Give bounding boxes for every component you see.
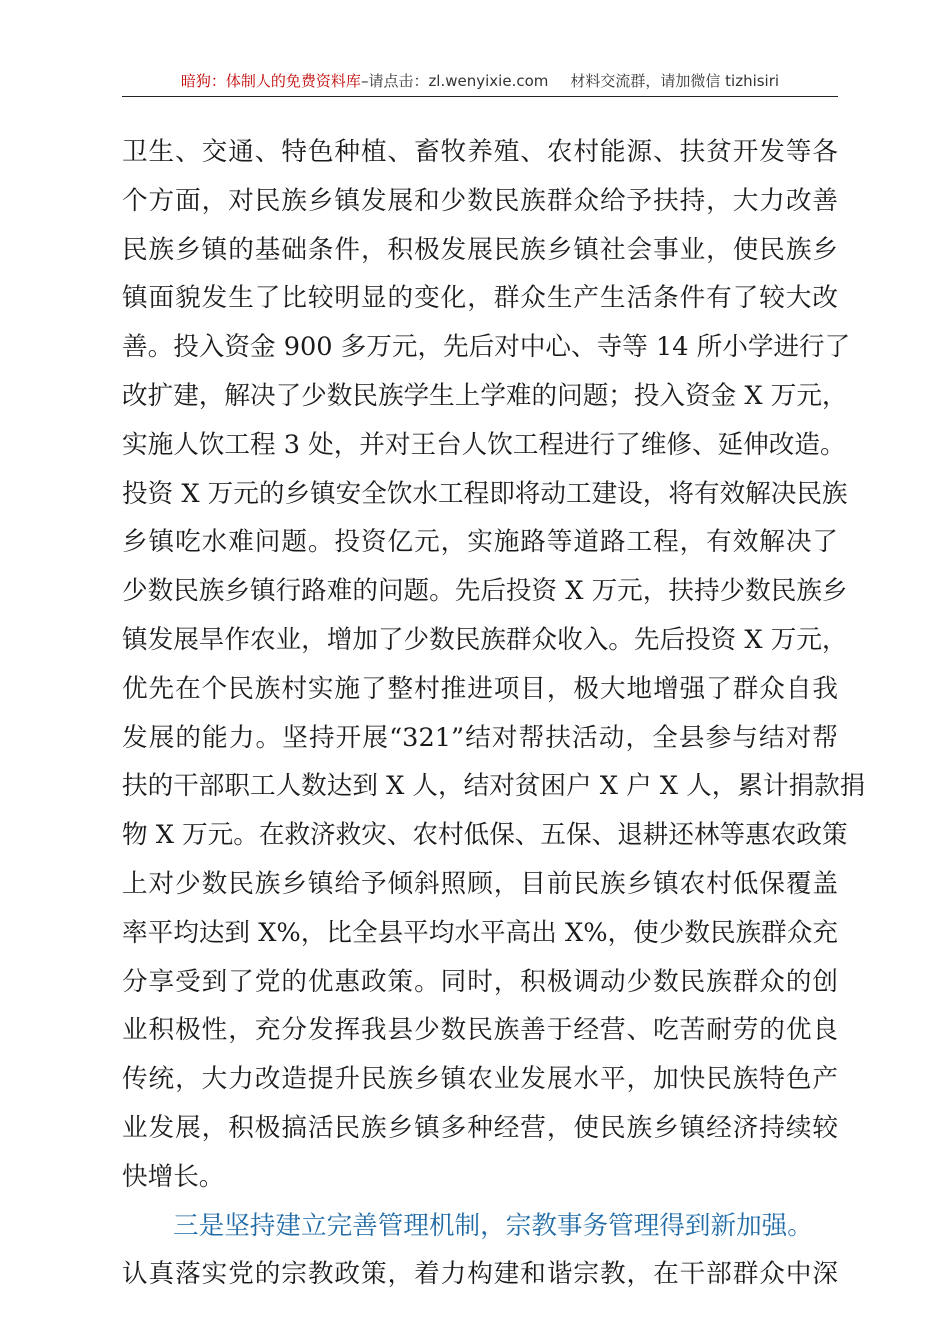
- section-heading: 三是坚持建立完善管理机制，宗教事务管理得到新加强。: [173, 1210, 813, 1241]
- paragraph-line: 分享受到了党的优惠政策。同时，积极调动少数民族群众的创: [122, 966, 838, 997]
- paragraph-line: 少数民族乡镇行路难的问题。先后投资 X 万元，扶持少数民族乡: [122, 576, 848, 607]
- paragraph-line: 乡镇吃水难问题。投资亿元，实施路等道路工程，有效解决了: [122, 527, 838, 558]
- paragraph-line: 优先在个民族村实施了整村推进项目，极大地增强了群众自我: [122, 673, 838, 704]
- paragraph-line: 实施人饮工程 3 处，并对王台人饮工程进行了维修、延伸改造。: [122, 429, 846, 460]
- paragraph-line: 镇发展旱作农业，增加了少数民族群众收入。先后投资 X 万元，: [122, 624, 848, 655]
- header-site-name: 暗狗：体制人的免费资料库: [180, 72, 361, 90]
- header-divider: [122, 96, 838, 97]
- paragraph-line: 快增长。: [122, 1161, 225, 1192]
- paragraph-line: 传统，大力改造提升民族乡镇农业发展水平，加快民族特色产: [122, 1064, 838, 1095]
- paragraph-line: 认真落实党的宗教政策，着力构建和谐宗教，在干部群众中深: [122, 1259, 838, 1290]
- paragraph-line: 民族乡镇的基础条件，积极发展民族乡镇社会事业，使民族乡: [122, 234, 838, 265]
- page-header: [122, 66, 838, 96]
- paragraph-line: 物 X 万元。在救济救灾、农村低保、五保、退耕还林等惠农政策: [122, 820, 848, 851]
- paragraph-line: 上对少数民族乡镇给予倾斜照顾，目前民族乡镇农村低保覆盖: [122, 868, 838, 899]
- paragraph-line: 善。投入资金 900 多万元，先后对中心、寺等 14 所小学进行了: [122, 332, 851, 363]
- paragraph-line: 业积极性，充分发挥我县少数民族善于经营、吃苦耐劳的优良: [122, 1015, 838, 1046]
- paragraph-support-projects: [122, 128, 866, 1202]
- paragraph-line: 卫生、交通、特色种植、畜牧养殖、农村能源、扶贫开发等各: [122, 137, 838, 167]
- paragraph-line: 投资 X 万元的乡镇安全饮水工程即将动工建设，将有效解决民族: [122, 478, 848, 509]
- paragraph-line: 业发展，积极搞活民族乡镇多种经营，使民族乡镇经济持续较: [122, 1112, 838, 1143]
- paragraph-line: 镇面貌发生了比较明显的变化，群众生产生活条件有了较大改: [122, 283, 838, 314]
- paragraph-line: 个方面，对民族乡镇发展和少数民族群众给予扶持，大力改善: [122, 185, 838, 216]
- header-wechat-note: 材料交流群，请加微信 tizhisiri: [570, 72, 780, 90]
- section-religious-affairs: [122, 1202, 838, 1300]
- paragraph-line: 率平均达到 X%，比全县平均水平高出 X%，使少数民族群众充: [122, 917, 838, 948]
- header-link-text[interactable]: –请点击：zl.wenyixie.com: [360, 72, 549, 90]
- paragraph-line: 改扩建，解决了少数民族学生上学难的问题；投入资金 X 万元，: [122, 380, 848, 411]
- document-body: [122, 128, 866, 1299]
- paragraph-line: 发展的能力。坚持开展“321”结对帮扶活动，全县参与结对帮: [122, 722, 838, 753]
- paragraph-line: 扶的干部职工人数达到 X 人，结对贫困户 X 户 X 人，累计捐款捐: [122, 771, 866, 802]
